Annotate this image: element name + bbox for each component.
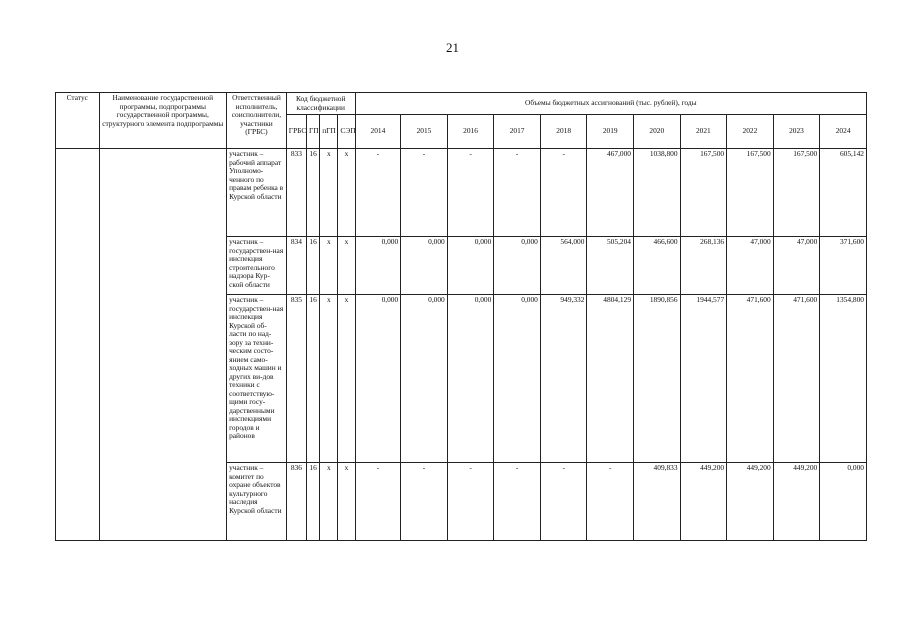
status-cell: [56, 149, 100, 541]
value-cell: 0,000: [401, 295, 448, 463]
value-cell: -: [540, 463, 587, 541]
value-cell: 605,142: [820, 149, 867, 237]
value-cell: 471,600: [773, 295, 820, 463]
value-cell: 167,500: [727, 149, 774, 237]
value-cell: 564,000: [540, 237, 587, 295]
code-cell: х: [320, 295, 338, 463]
value-cell: 47,000: [773, 237, 820, 295]
value-cell: 471,600: [727, 295, 774, 463]
value-cell: -: [401, 149, 448, 237]
code-cell: х: [338, 463, 355, 541]
code-cell: 16: [307, 237, 320, 295]
value-cell: 0,000: [401, 237, 448, 295]
value-cell: -: [447, 149, 494, 237]
value-cell: 1354,800: [820, 295, 867, 463]
header-year: 2021: [680, 115, 727, 149]
code-cell: 835: [286, 295, 306, 463]
value-cell: 0,000: [494, 237, 541, 295]
value-cell: 449,200: [727, 463, 774, 541]
header-year: 2020: [634, 115, 681, 149]
header-year: 2018: [540, 115, 587, 149]
value-cell: -: [587, 463, 634, 541]
participant-cell: участник – государствен-ная инспекция строительного надзора Кур-ской области: [227, 237, 287, 295]
value-cell: -: [355, 463, 401, 541]
value-cell: -: [447, 463, 494, 541]
page-number: 21: [446, 40, 459, 55]
value-cell: 0,000: [494, 295, 541, 463]
participant-cell: участник – государствен-ная инспекция Курской об-ласти по над-зору за техни-ческим состо-янием само-ходных машин и других ви-дов техники с соответствую-щими госу-дарственными инспекциями городов и районов: [227, 295, 287, 463]
table-row: [56, 149, 867, 237]
header-year: 2015: [401, 115, 448, 149]
value-cell: 949,332: [540, 295, 587, 463]
value-cell: 449,200: [680, 463, 727, 541]
header-budget-code: Код бюджетной классификации: [286, 93, 355, 115]
name-cell: [99, 149, 227, 541]
code-cell: 836: [286, 463, 306, 541]
value-cell: 47,000: [727, 237, 774, 295]
value-cell: 167,500: [773, 149, 820, 237]
value-cell: -: [355, 149, 401, 237]
value-cell: 449,200: [773, 463, 820, 541]
value-cell: -: [494, 149, 541, 237]
participant-cell: участник – рабочий аппарат Уполномо-ченного по правам ребенка в Курской области: [227, 149, 287, 237]
value-cell: 268,136: [680, 237, 727, 295]
value-cell: 409,833: [634, 463, 681, 541]
header-year: 2014: [355, 115, 401, 149]
value-cell: 0,000: [355, 237, 401, 295]
value-cell: -: [494, 463, 541, 541]
code-cell: 16: [307, 295, 320, 463]
code-cell: х: [320, 149, 338, 237]
header-code-gp: ГП: [307, 115, 320, 149]
value-cell: -: [401, 463, 448, 541]
header-year: 2023: [773, 115, 820, 149]
header-year: 2017: [494, 115, 541, 149]
value-cell: 4804,129: [587, 295, 634, 463]
code-cell: х: [338, 237, 355, 295]
header-status: Статус: [56, 93, 100, 149]
code-cell: 834: [286, 237, 306, 295]
code-cell: х: [338, 295, 355, 463]
code-cell: х: [338, 149, 355, 237]
code-cell: 833: [286, 149, 306, 237]
value-cell: 0,000: [355, 295, 401, 463]
code-cell: 16: [307, 149, 320, 237]
value-cell: 1944,577: [680, 295, 727, 463]
header-code-grbs: ГРБС: [286, 115, 306, 149]
value-cell: 0,000: [447, 295, 494, 463]
header-name: Наименование государственной программы, подпрограммы государственной программы, структурного элемента подпрограммы: [99, 93, 227, 149]
header-responsible: Ответственный исполнитель, соисполнители, участники (ГРБС): [227, 93, 287, 149]
code-cell: х: [320, 237, 338, 295]
header-year: 2019: [587, 115, 634, 149]
participant-cell: участник – комитет по охране объектов культурного наследия Курской области: [227, 463, 287, 541]
header-year: 2022: [727, 115, 774, 149]
value-cell: 371,600: [820, 237, 867, 295]
value-cell: 0,000: [820, 463, 867, 541]
header-budget-volume: Объемы бюджетных ассигнований (тыс. рублей), годы: [355, 93, 866, 115]
budget-table: [55, 92, 867, 541]
value-cell: -: [540, 149, 587, 237]
header-code-sep: СЭП: [338, 115, 355, 149]
value-cell: 467,000: [587, 149, 634, 237]
header-year: 2024: [820, 115, 867, 149]
header-code-pgp: пГП: [320, 115, 338, 149]
value-cell: 1890,856: [634, 295, 681, 463]
header-year: 2016: [447, 115, 494, 149]
value-cell: 0,000: [447, 237, 494, 295]
code-cell: 16: [307, 463, 320, 541]
value-cell: 466,600: [634, 237, 681, 295]
code-cell: х: [320, 463, 338, 541]
value-cell: 167,500: [680, 149, 727, 237]
value-cell: 1038,800: [634, 149, 681, 237]
value-cell: 505,204: [587, 237, 634, 295]
